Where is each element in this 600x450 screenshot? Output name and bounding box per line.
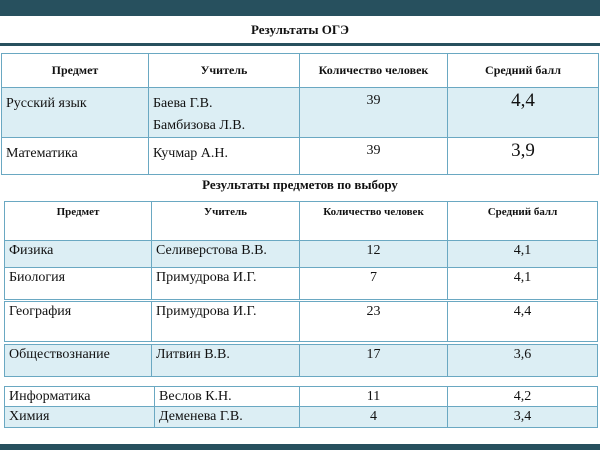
header-teacher: Учитель <box>149 54 300 88</box>
cell-teacher: Кучмар А.Н. <box>149 138 300 175</box>
cell-count: 4 <box>300 407 448 428</box>
header-average: Средний балл <box>448 202 598 241</box>
cell-teacher: Селиверстова В.В. <box>152 241 300 268</box>
cell-count: 7 <box>300 268 448 300</box>
cell-count: 11 <box>300 387 448 407</box>
table-header-row <box>5 202 598 241</box>
table-row <box>5 302 598 342</box>
teacher-name: Баева Г.В. <box>153 96 213 111</box>
cell-subject: Русский язык <box>2 88 149 138</box>
cell-count: 17 <box>300 345 448 377</box>
header-subject: Предмет <box>2 54 149 88</box>
cell-average: 4,2 <box>448 387 598 407</box>
table-row <box>2 88 599 138</box>
header-count: Количество человек <box>300 202 448 241</box>
cell-teacher <box>149 88 300 138</box>
header-teacher: Учитель <box>152 202 300 241</box>
table-row <box>5 345 598 377</box>
cell-subject: Химия <box>5 407 155 428</box>
cell-teacher: Веслов К.Н. <box>155 387 300 407</box>
cell-count: 23 <box>300 302 448 342</box>
cell-average: 3,4 <box>448 407 598 428</box>
elective-results-table-part <box>4 301 598 342</box>
header-subject: Предмет <box>5 202 152 241</box>
cell-average: 3,6 <box>448 345 598 377</box>
cell-subject: Информатика <box>5 387 155 407</box>
page-title: Результаты ОГЭ <box>250 22 350 37</box>
cell-average: 4,1 <box>448 241 598 268</box>
cell-teacher: Примудрова И.Г. <box>152 302 300 342</box>
cell-count: 12 <box>300 241 448 268</box>
cell-average: 3,9 <box>448 138 599 175</box>
table-row <box>5 387 598 407</box>
cell-subject: Биология <box>5 268 152 300</box>
cell-average: 4,4 <box>448 302 598 342</box>
elective-results-table <box>4 201 598 300</box>
elective-results-table-part <box>4 344 598 377</box>
cell-teacher: Литвин В.В. <box>152 345 300 377</box>
top-banner-bar <box>0 0 600 16</box>
title-divider <box>0 43 600 46</box>
section-title: Результаты предметов по выбору <box>202 177 398 192</box>
cell-subject: Физика <box>5 241 152 268</box>
elective-results-table-part <box>4 386 598 428</box>
cell-count: 39 <box>300 138 448 175</box>
bottom-banner-bar <box>0 444 600 450</box>
teacher-name: Бамбизова Л.В. <box>153 118 246 133</box>
table-row <box>5 241 598 268</box>
cell-teacher: Деменева Г.В. <box>155 407 300 428</box>
table-row <box>2 138 599 175</box>
table-row <box>5 268 598 300</box>
cell-subject: Обществознание <box>5 345 152 377</box>
cell-average: 4,4 <box>448 88 599 138</box>
header-average: Средний балл <box>448 54 599 88</box>
cell-teacher: Примудрова И.Г. <box>152 268 300 300</box>
table-row <box>5 407 598 428</box>
oge-results-table <box>1 53 599 175</box>
cell-count: 39 <box>300 88 448 138</box>
cell-subject: География <box>5 302 152 342</box>
cell-subject: Математика <box>2 138 149 175</box>
header-count: Количество человек <box>300 54 448 88</box>
cell-average: 4,1 <box>448 268 598 300</box>
table-header-row <box>2 54 599 88</box>
